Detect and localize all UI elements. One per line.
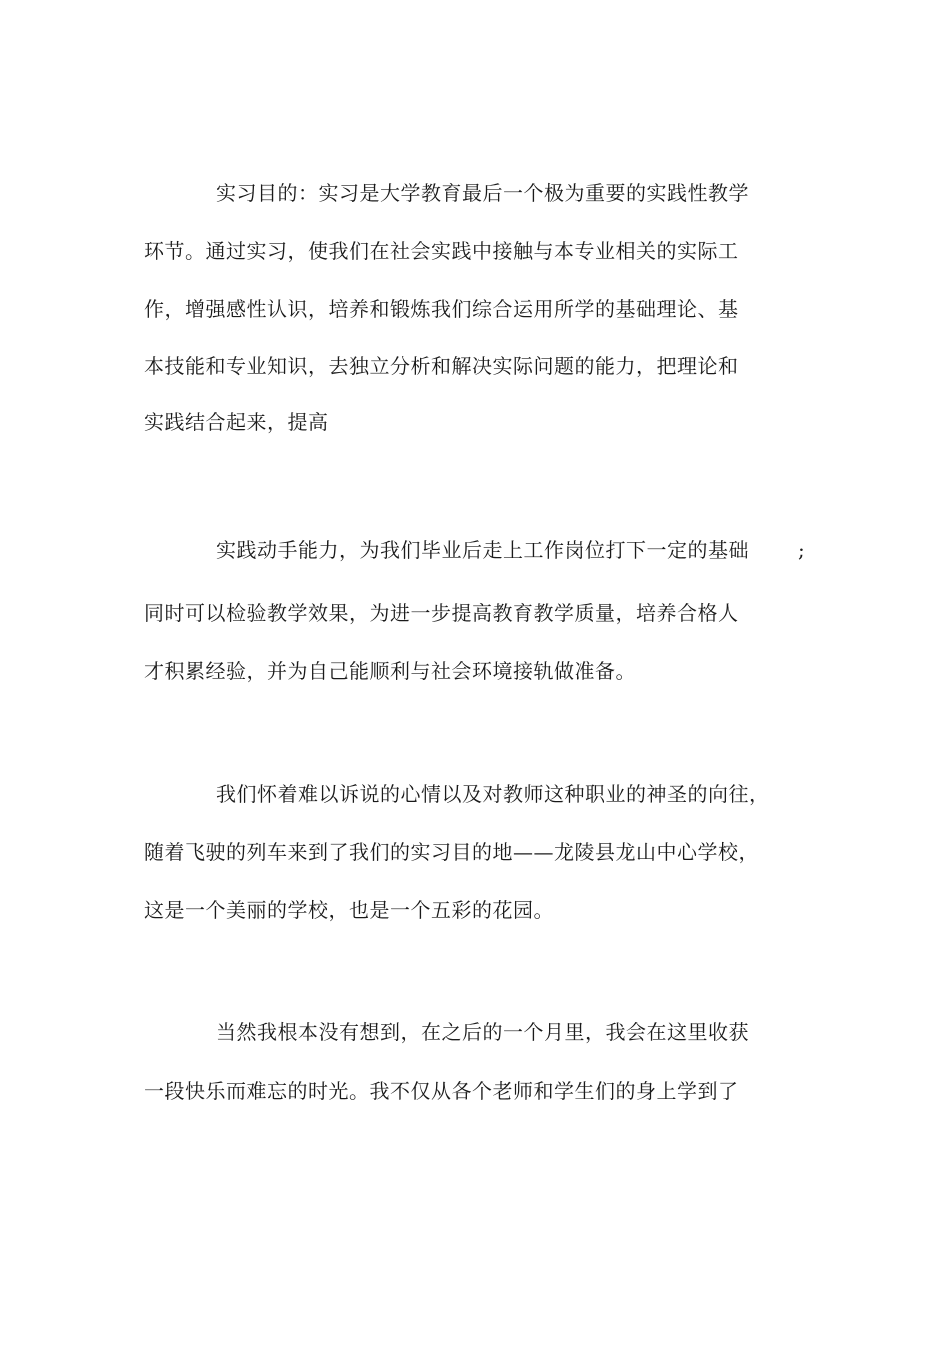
paragraph-1-line-5: 实践结合起来，提高 [144,410,329,434]
paragraph-2-line-1: 实践动手能力，为我们毕业后走上工作岗位打下一定的基础 [216,538,749,562]
paragraph-1-line-4: 本技能和专业知识，去独立分析和解决实际问题的能力，把理论和 [144,354,739,378]
paragraph-1-line-1: 实习目的：实习是大学教育最后一个极为重要的实践性教学 [216,181,749,205]
paragraph-4-line-1: 当然我根本没有想到，在之后的一个月里，我会在这里收获 [216,1020,749,1044]
paragraph-2-trailing-mark: ; [798,538,805,562]
paragraph-4-line-2: 一段快乐而难忘的时光。我不仅从各个老师和学生们的身上学到了 [144,1079,739,1103]
paragraph-1-line-3: 作，增强感性认识，培养和锻炼我们综合运用所学的基础理论、基 [144,297,739,321]
paragraph-3-line-2: 随着飞驶的列车来到了我们的实习目的地——龙陵县龙山中心学校， [144,840,759,864]
paragraph-2-line-2: 同时可以检验教学效果，为进一步提高教育教学质量，培养合格人 [144,601,739,625]
paragraph-1-line-2: 环节。通过实习，使我们在社会实践中接触与本专业相关的实际工 [144,239,739,263]
paragraph-2-line-3: 才积累经验，并为自己能顺利与社会环境接轨做准备。 [144,659,636,683]
paragraph-3-line-1: 我们怀着难以诉说的心情以及对教师这种职业的神圣的向往， [216,782,770,806]
paragraph-3-line-3: 这是一个美丽的学校，也是一个五彩的花园。 [144,898,554,922]
